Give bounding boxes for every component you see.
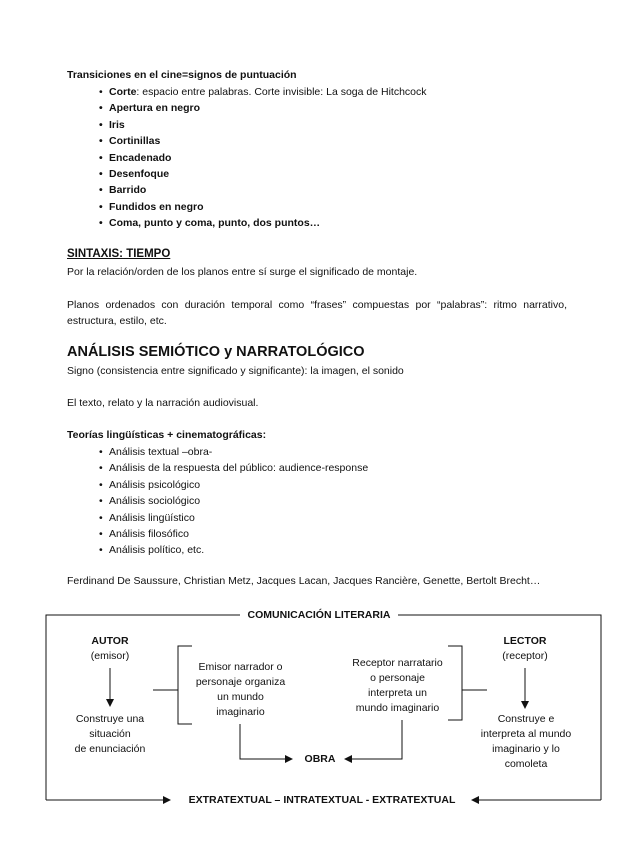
arrow-emisor-obra (240, 724, 292, 759)
lector-label: LECTOR (503, 635, 547, 647)
emisor-label: (emisor) (90, 650, 130, 662)
list-item: • Análisis filosófico (99, 526, 368, 542)
list-item: • Desenfoque (99, 166, 427, 182)
list-item: • Análisis político, etc. (99, 542, 368, 558)
text-line: un mundo (217, 691, 264, 703)
list-item: • Apertura en negro (99, 100, 427, 116)
text-line: comoleta (504, 758, 548, 770)
text-line: Emisor narrador o (198, 661, 283, 673)
text-line: Receptor narratario (352, 657, 443, 669)
text-line: situación (89, 728, 131, 740)
autor-description (55, 712, 165, 757)
receptor-label: (receptor) (502, 650, 548, 662)
list-item: • Fundidos en negro (99, 199, 427, 215)
obra-label: OBRA (304, 753, 336, 765)
list-item: • Barrido (99, 182, 427, 198)
arrow-receptor-obra (345, 720, 402, 759)
sintaxis-paragraph-1: Por la relación/orden de los planos entre sí surge el significado de montaje. (67, 266, 418, 278)
diagram-title: COMUNICACIÓN LITERARIA (247, 609, 391, 621)
text-line: imaginario y lo (492, 743, 560, 755)
signo-text: Signo (consistencia entre significado y significante): la imagen, el sonido (67, 365, 404, 377)
text-line: interpreta al mundo (480, 728, 572, 740)
text-line: personaje organiza (195, 676, 286, 688)
list-item: • Análisis de la respuesta del público: audience-response (99, 460, 368, 476)
texto-relato: El texto, relato y la narración audiovisual. (67, 397, 259, 409)
extratextual-label: EXTRATEXTUAL – INTRATEXTUAL - EXTRATEXTUAL (188, 794, 456, 806)
text-line: Construye e (497, 713, 555, 725)
autor-label: AUTOR (91, 635, 129, 647)
text-line: de enunciación (74, 743, 146, 755)
list-item: • Iris (99, 117, 427, 133)
transiciones-title: Transiciones en el cine=signos de puntuación (67, 69, 297, 81)
list-item: • Cortinillas (99, 133, 427, 149)
text-line: interpreta un (368, 687, 427, 699)
text-line: imaginario (216, 706, 265, 718)
lector-description (470, 712, 582, 772)
list-item: • Análisis sociológico (99, 493, 368, 509)
sintaxis-paragraph-2: Planos ordenados con duración temporal como “frases” compuestas por “palabras”: ritmo narrativo, estructura, estilo, etc. (67, 299, 567, 327)
emisor-box (183, 660, 298, 720)
list-item: • Análisis textual –obra- (99, 444, 368, 460)
text-line: o personaje (370, 672, 425, 684)
autores-paragraph: Ferdinand De Saussure, Christian Metz, Jacques Lacan, Jacques Rancière, Genette, Bertolt Brecht… (67, 575, 541, 587)
sintaxis-heading: SINTAXIS: TIEMPO (67, 248, 171, 260)
list-item: • Encadenado (99, 150, 427, 166)
text-line: Construye una (75, 713, 145, 725)
receptor-box (340, 656, 455, 716)
list-item: • Coma, punto y coma, punto, dos puntos… (99, 215, 427, 231)
list-item: • Análisis psicológico (99, 477, 368, 493)
teorias-title: Teorías lingüísticas + cinematográficas: (67, 429, 267, 441)
corte-text: : espacio entre palabras. Corte invisible: La soga de Hitchcock (136, 86, 427, 98)
analisis-heading: ANÁLISIS SEMIÓTICO y NARRATOLÓGICO (67, 344, 365, 360)
corte-label: Corte (109, 86, 137, 98)
text-line: mundo imaginario (355, 702, 440, 714)
list-item: • Análisis lingüístico (99, 510, 368, 526)
